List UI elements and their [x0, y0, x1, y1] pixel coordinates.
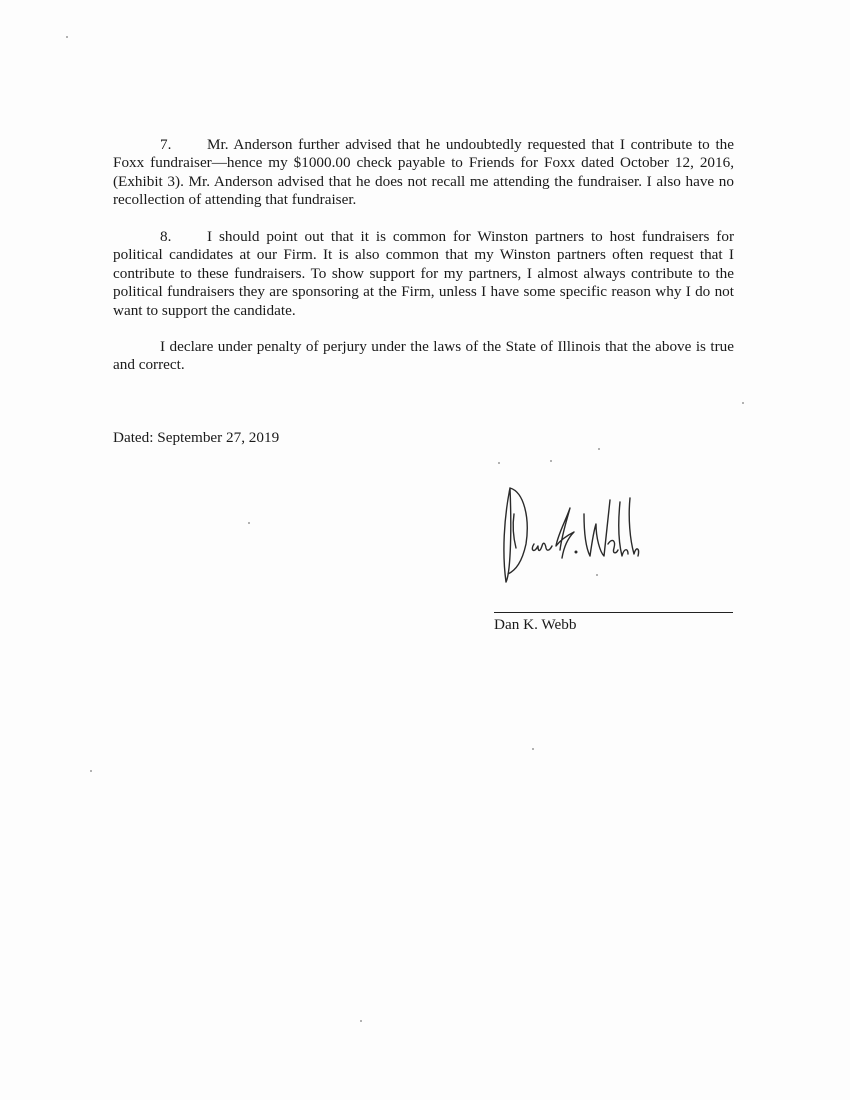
scan-speck: [742, 402, 744, 404]
scan-speck: [498, 462, 500, 464]
scan-speck: [550, 460, 552, 462]
scan-speck: [596, 574, 598, 576]
dated-line: Dated: September 27, 2019: [113, 429, 280, 446]
paragraph-number: 7.: [160, 136, 172, 153]
declaration-text: I declare under penalty of perjury under the laws of the State of Illinois that the above is true and correct.: [113, 338, 734, 374]
declaration-paragraph: [113, 338, 734, 375]
scan-speck: [360, 1020, 362, 1022]
paragraph-8: [113, 228, 734, 320]
signer-name: Dan K. Webb: [494, 616, 577, 633]
scan-speck: [248, 522, 250, 524]
paragraph-7: [113, 136, 734, 210]
paragraph-text: I should point out that it is common for Winston partners to host fundraisers for political candidates at our Firm. It is also common that my Winston partners often request that I contribute to these fundraisers. To show support for my partners, I almost always contribute to the political fundraisers they are sponsoring at the Firm, unless I have some specific reason why I do not want to support the candidate.: [113, 228, 734, 319]
scan-speck: [90, 770, 92, 772]
scan-speck: [66, 36, 68, 38]
scan-speck: [598, 448, 600, 450]
handwritten-signature: [490, 478, 650, 590]
paragraph-text: Mr. Anderson further advised that he undoubtedly requested that I contribute to the Foxx fundraiser—hence my $1000.00 check payable to Friends for Foxx dated October 12, 2016, (Exhibit 3). Mr. Anderson advised that he does not recall me attending the fundraiser. I also have no recollection of attending that fundraiser.: [113, 136, 734, 209]
paragraph-number: 8.: [160, 228, 172, 245]
signature-line: [494, 612, 733, 613]
scan-speck: [532, 748, 534, 750]
